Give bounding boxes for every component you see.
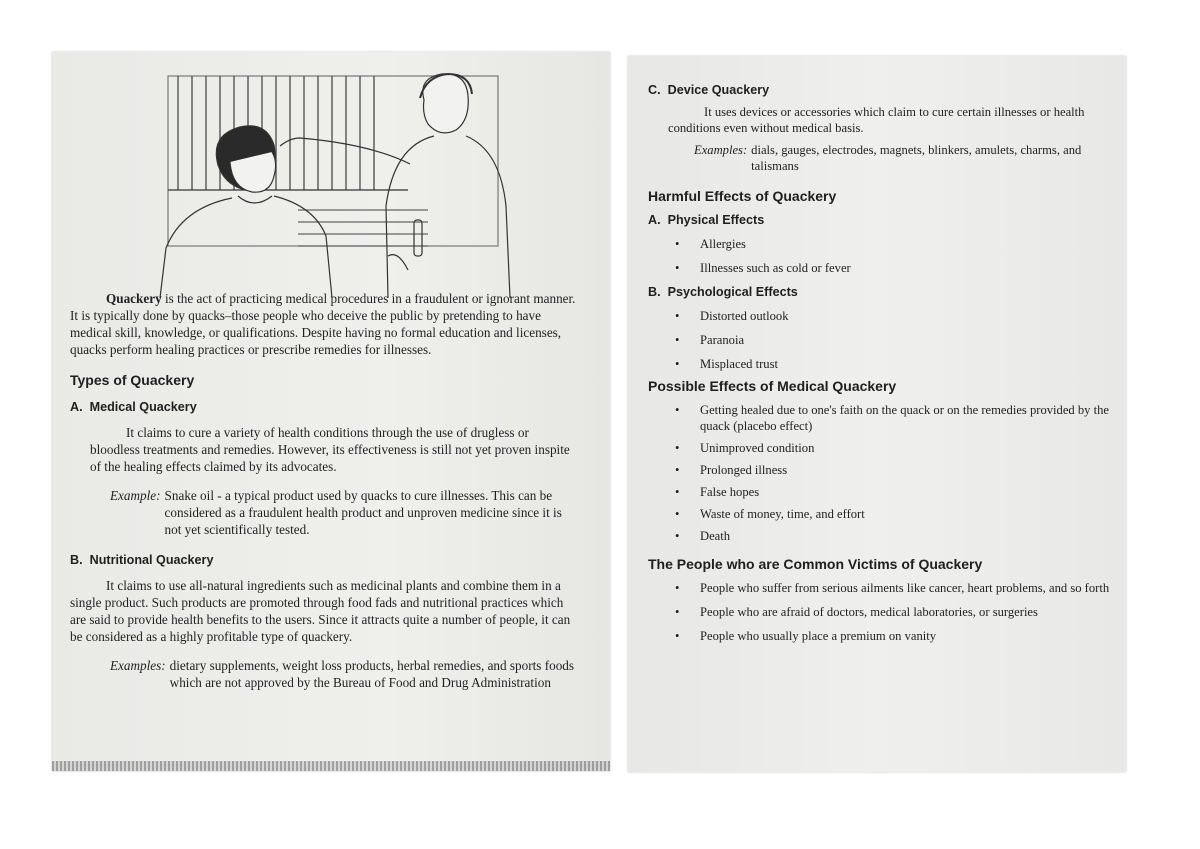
nutritional-example-text: dietary supplements, weight loss products, herbal remedies, and sports foods which are not approved by the Bureau of Food and Drug Administration: [169, 658, 575, 690]
medical-quackery-heading: [70, 399, 580, 416]
list-item: • Waste of money, time, and effort: [648, 506, 1122, 522]
list-item: • False hopes: [648, 484, 1122, 500]
list-item: • Unimproved condition: [648, 440, 1122, 456]
list-item: • People who are afraid of doctors, medical laboratories, or surgeries: [648, 604, 1122, 620]
physical-effects-letter: A.: [648, 213, 661, 227]
nutritional-quackery-letter: B.: [70, 553, 83, 567]
nutritional-quackery-description: It claims to use all-natural ingredients such as medicinal plants and combine them in a single product. Such products are promoted through food fads and nutritional practices which are said to provide health benefits to the users. Since it attracts quite a number of people, it can be considered as a highly profitable type of quackery.: [70, 578, 571, 644]
list-item: • Death: [648, 528, 1122, 544]
device-quackery-description: It uses devices or accessories which claim to cure certain illnesses or health conditions even without medical basis.: [668, 105, 1085, 135]
possible-effects-heading: Possible Effects of Medical Quackery: [648, 378, 897, 394]
device-quackery-title: Device Quackery: [667, 83, 770, 97]
medical-quackery-example: [110, 487, 580, 538]
common-victims-list: [648, 580, 1122, 644]
psychological-effects-heading: [648, 284, 1122, 300]
psychological-effects-title: Psychological Effects: [667, 285, 798, 299]
device-example-label: Examples:: [694, 143, 748, 157]
medical-quackery-letter: A.: [70, 400, 83, 414]
list-item: • Getting healed due to one's faith on the quack or on the remedies provided by the quack (placebo effect): [648, 402, 1122, 434]
physical-effects-heading: [648, 212, 1122, 228]
quackery-definition-text: is the act of practicing medical procedures in a fraudulent or ignorant manner. It is typically done by quacks–those people who deceive the public by pretending to have medical skill, knowledge, or qualifications. Despite having no formal education and licenses, quacks perform healing practices or prescribe remedies for illnesses.: [70, 291, 576, 357]
nutritional-quackery-example: [110, 657, 580, 691]
left-page-text: [70, 290, 580, 691]
nutritional-quackery-heading: [70, 552, 580, 569]
nutritional-example-label: Examples:: [110, 658, 166, 673]
medical-example-text: Snake oil - a typical product used by quacks to cure illnesses. This can be considered as a fraudulent health product and unproven medicine since it is not yet scientifically tested.: [164, 488, 562, 537]
left-page: [52, 52, 610, 771]
possible-effects-list: [648, 402, 1122, 544]
list-item: • Prolonged illness: [648, 462, 1122, 478]
types-of-quackery-heading: Types of Quackery: [70, 372, 195, 388]
list-item: • Allergies: [648, 236, 1122, 252]
physical-effects-title: Physical Effects: [667, 213, 765, 227]
quackery-definition: [70, 290, 580, 358]
right-page: [628, 56, 1126, 772]
book-binding-edge: [52, 761, 610, 771]
medical-quackery-description: It claims to cure a variety of health conditions through the use of drugless or bloodless treatments and remedies. However, its effectiveness is still not yet proven inspite of the healing effects claimed by its advocates.: [90, 425, 570, 474]
nutritional-quackery-title: Nutritional Quackery: [89, 553, 214, 567]
quack-healing-illustration: [148, 70, 528, 298]
list-item: • Illnesses such as cold or fever: [648, 260, 1122, 276]
harmful-effects-heading: Harmful Effects of Quackery: [648, 188, 837, 204]
psychological-effects-list: [648, 308, 1122, 372]
right-page-text: [648, 82, 1122, 650]
device-quackery-letter: C.: [648, 83, 661, 97]
list-item: • Paranoia: [648, 332, 1122, 348]
physical-effects-list: [648, 236, 1122, 276]
device-example-text: dials, gauges, electrodes, magnets, blinkers, amulets, charms, and talismans: [751, 143, 1082, 173]
psychological-effects-letter: B.: [648, 285, 661, 299]
medical-quackery-title: Medical Quackery: [89, 400, 197, 414]
list-item: • People who suffer from serious ailments like cancer, heart problems, and so forth: [648, 580, 1122, 596]
list-item: • People who usually place a premium on vanity: [648, 628, 1122, 644]
quackery-term: Quackery: [106, 291, 162, 306]
device-quackery-heading: [648, 82, 1122, 98]
list-item: • Misplaced trust: [648, 356, 1122, 372]
medical-example-label: Example:: [110, 488, 161, 503]
common-victims-heading: The People who are Common Victims of Quackery: [648, 556, 983, 572]
device-quackery-example: [694, 142, 1122, 174]
list-item: • Distorted outlook: [648, 308, 1122, 324]
